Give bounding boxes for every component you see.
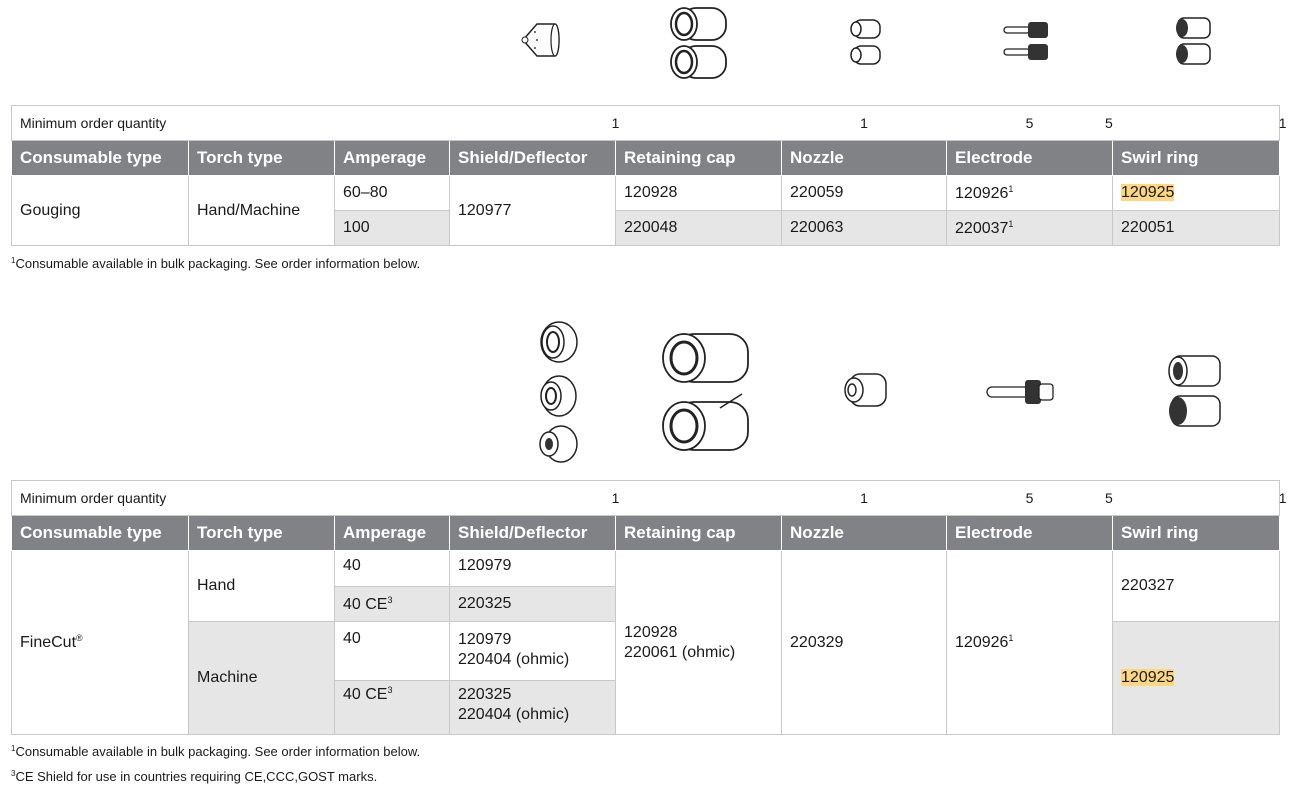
header-nozzle: Nozzle <box>782 516 947 551</box>
swirl-ring: 220051 <box>1113 211 1280 246</box>
header-retaining-cap: Retaining cap <box>616 141 782 176</box>
moq-shield: 1 <box>533 481 699 516</box>
amperage: 40 <box>335 551 450 587</box>
moq-electrode-swirl <box>1104 106 1287 141</box>
moq-cap: 1 <box>782 106 947 141</box>
torch-type: Hand/Machine <box>189 176 335 246</box>
electrode-number: 120926 <box>955 184 1009 202</box>
retaining-cap: 120928 <box>616 176 782 211</box>
electrode-number: 120926 <box>955 634 1009 651</box>
header-shield: Shield/Deflector <box>450 516 616 551</box>
footnote-ref: 1 <box>1008 218 1014 229</box>
shield-number: 220325 <box>458 686 512 703</box>
electrode <box>947 176 1113 211</box>
electrode-number: 220037 <box>955 219 1009 237</box>
footnote-ref: 1 <box>1008 633 1014 643</box>
shield: 120977 <box>450 176 616 246</box>
swirl-ring-image <box>1172 16 1216 68</box>
gouging-consumables-table <box>11 105 1287 246</box>
moq-cap: 1 <box>782 481 947 516</box>
swirl-ring <box>1113 176 1280 211</box>
moq-nozzle: 5 <box>947 106 1113 141</box>
torch-type: Hand <box>189 551 335 622</box>
header-retaining-cap: Retaining cap <box>616 516 782 551</box>
swirl-ring: 220327 <box>1113 551 1280 622</box>
retaining-cap-ohmic: 220061 (ohmic) <box>624 643 736 661</box>
nozzle-image <box>842 370 890 410</box>
consumable-type <box>12 551 189 735</box>
moq-swirl: 1 <box>1278 490 1287 506</box>
amperage <box>335 587 450 622</box>
shield-ohmic: 220404 (ohmic) <box>458 706 570 723</box>
moq-nozzle: 5 <box>947 481 1113 516</box>
header-row <box>12 141 1280 176</box>
amperage: 60–80 <box>335 176 450 211</box>
electrode-image <box>985 376 1057 408</box>
consumable-type: Gouging <box>12 176 189 246</box>
swirl-ring-number: 120925 <box>1121 184 1175 201</box>
header-electrode: Electrode <box>947 516 1113 551</box>
footnote-text: Consumable available in bulk packaging. See order information below. <box>15 256 421 271</box>
shield: 220325 <box>450 587 616 622</box>
moq-shield: 1 <box>533 106 699 141</box>
torch-type: Machine <box>189 622 335 735</box>
nozzle: 220059 <box>782 176 947 211</box>
swirl-ring <box>1113 622 1280 735</box>
amperage <box>335 681 450 735</box>
electrode <box>947 211 1113 246</box>
moq-row <box>12 481 1280 516</box>
footnote <box>11 744 420 759</box>
header-swirl-ring: Swirl ring <box>1113 516 1280 551</box>
table-row <box>12 551 1280 587</box>
header-amperage: Amperage <box>335 141 450 176</box>
swirl-ring-image <box>1164 352 1226 430</box>
electrode <box>947 551 1113 735</box>
shield-deflector-image <box>515 20 560 60</box>
electrode-image <box>1002 18 1052 64</box>
header-amperage: Amperage <box>335 516 450 551</box>
retaining-cap: 220048 <box>616 211 782 246</box>
footnote-marker: 3 <box>11 769 16 778</box>
registered-mark: ® <box>76 633 83 643</box>
footnote-text: Consumable available in bulk packaging. See order information below. <box>15 744 421 759</box>
header-consumable-type: Consumable type <box>12 516 189 551</box>
nozzle: 220329 <box>782 551 947 735</box>
finecut-consumables-table <box>11 480 1287 735</box>
moq-electrode: 5 <box>1104 490 1113 506</box>
retaining-cap-image <box>668 6 734 80</box>
retaining-cap-number: 120928 <box>624 623 678 641</box>
moq-row <box>12 106 1280 141</box>
moq-label: Minimum order quantity <box>12 481 616 516</box>
shield-deflector-image <box>535 320 581 464</box>
moq-swirl: 1 <box>1278 115 1287 131</box>
header-swirl-ring: Swirl ring <box>1113 141 1280 176</box>
header-electrode: Electrode <box>947 141 1113 176</box>
amperage-value: 40 CE <box>343 686 388 703</box>
amperage-value: 40 CE <box>343 595 388 613</box>
table-row <box>12 176 1280 211</box>
header-row <box>12 516 1280 551</box>
footnote-text: CE Shield for use in countries requiring CE,CCC,GOST marks. <box>15 769 378 784</box>
header-torch-type: Torch type <box>189 141 335 176</box>
shield-number: 120979 <box>458 631 512 648</box>
footnote <box>11 256 420 271</box>
retaining-cap <box>616 551 782 735</box>
header-torch-type: Torch type <box>189 516 335 551</box>
header-shield: Shield/Deflector <box>450 141 616 176</box>
footnote-marker: 1 <box>11 256 16 265</box>
footnote-marker: 1 <box>11 744 16 753</box>
footnote <box>11 769 377 784</box>
swirl-ring-number: 120925 <box>1121 669 1175 686</box>
shield <box>450 681 616 735</box>
nozzle-image <box>848 16 884 68</box>
shield <box>450 622 616 681</box>
shield-ohmic: 220404 (ohmic) <box>458 651 570 668</box>
retaining-cap-image <box>660 330 752 456</box>
footnote-ref: 1 <box>1008 183 1014 194</box>
shield: 120979 <box>450 551 616 587</box>
header-nozzle: Nozzle <box>782 141 947 176</box>
header-consumable-type: Consumable type <box>12 141 189 176</box>
nozzle: 220063 <box>782 211 947 246</box>
footnote-ref: 3 <box>387 685 393 695</box>
amperage: 100 <box>335 211 450 246</box>
moq-electrode: 5 <box>1104 115 1113 131</box>
moq-electrode-swirl <box>1104 481 1287 516</box>
footnote-ref: 3 <box>387 594 393 605</box>
amperage: 40 <box>335 622 450 681</box>
moq-label: Minimum order quantity <box>12 106 616 141</box>
consumable-type-name: FineCut <box>20 634 77 651</box>
